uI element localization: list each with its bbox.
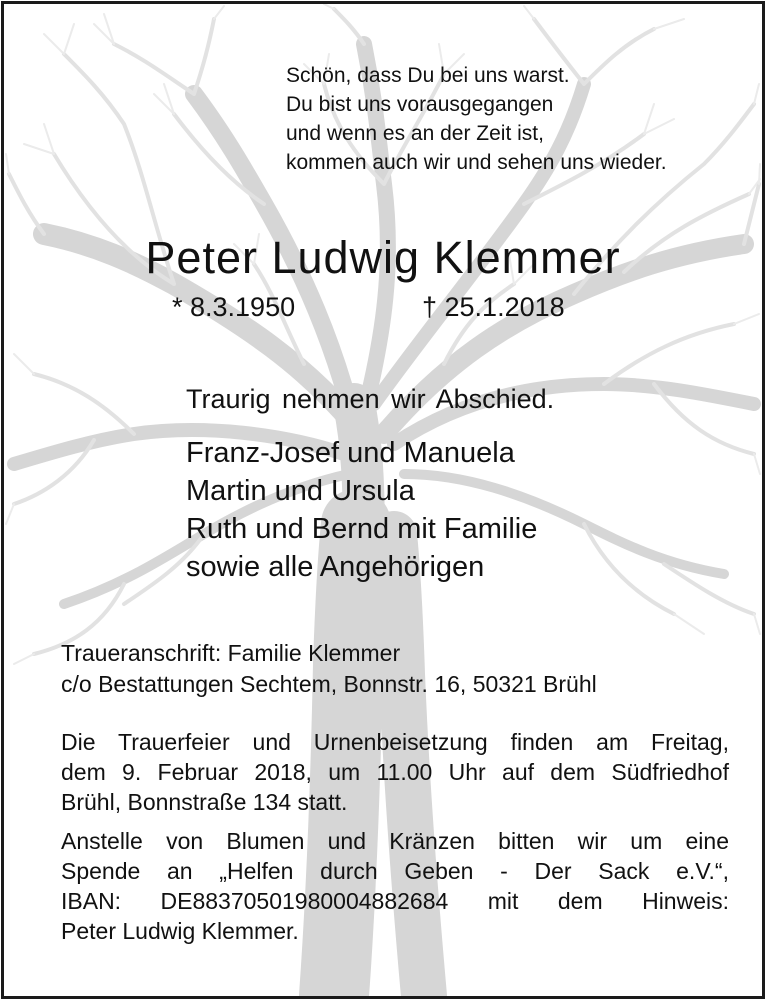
mourner-entry: Martin und Ursula bbox=[186, 475, 415, 507]
donation-info bbox=[61, 826, 729, 946]
donation-line: Spende an „Helfen durch Geben - Der Sack e.V.“, bbox=[61, 858, 729, 884]
ceremony-line: Brühl, Bonnstraße 134 statt. bbox=[61, 789, 348, 815]
deceased-name: Peter Ludwig Klemmer bbox=[145, 232, 621, 283]
mourner-entry: Franz-Josef und Manuela bbox=[186, 437, 515, 469]
death-date: † 25.1.2018 bbox=[422, 292, 565, 322]
poem-line: Du bist uns vorausgegangen bbox=[286, 93, 554, 116]
donation-line: Anstelle von Blumen und Kränzen bitten wir um eine bbox=[61, 828, 729, 854]
mourner-entry: Ruth und Bernd mit Familie bbox=[186, 513, 538, 545]
mourner-entry: sowie alle Angehörigen bbox=[186, 551, 485, 583]
ceremony-line: dem 9. Februar 2018, um 11.00 Uhr auf dem Südfriedhof bbox=[61, 759, 729, 785]
farewell-text: Traurig nehmen wir Abschied. bbox=[186, 384, 555, 414]
poem-line: kommen auch wir und sehen uns wieder. bbox=[286, 151, 667, 174]
poem-line: und wenn es an der Zeit ist, bbox=[286, 122, 544, 145]
mourners-list bbox=[186, 434, 537, 586]
donation-line: Peter Ludwig Klemmer. bbox=[61, 918, 299, 944]
address-line: Traueranschrift: Familie Klemmer bbox=[61, 640, 401, 666]
obituary-notice bbox=[1, 1, 765, 999]
poem-line: Schön, dass Du bei uns warst. bbox=[286, 64, 570, 87]
mourning-address bbox=[61, 638, 597, 700]
poem bbox=[286, 61, 667, 177]
address-line: c/o Bestattungen Sechtem, Bonnstr. 16, 50321 Brühl bbox=[61, 671, 597, 697]
birth-date: * 8.3.1950 bbox=[172, 292, 296, 322]
ceremony-info bbox=[61, 727, 729, 817]
donation-line: IBAN: DE88370501980004882684 mit dem Hinweis: bbox=[61, 888, 729, 914]
ceremony-line: Die Trauerfeier und Urnenbeisetzung finden am Freitag, bbox=[61, 729, 729, 755]
